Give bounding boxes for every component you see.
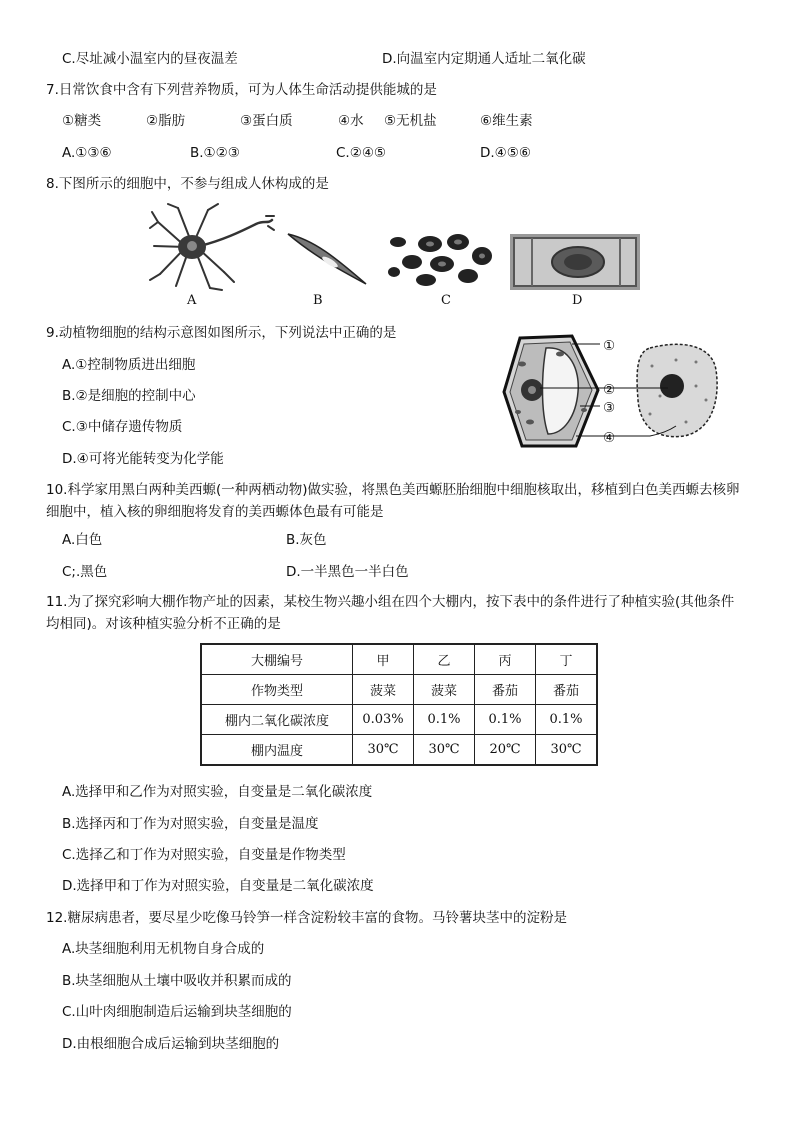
greenhouse-table — [200, 643, 598, 766]
q9-option-b: B.②是细胞的控制中心 — [62, 388, 196, 404]
table-cell: 作物类型 — [201, 675, 353, 705]
table-cell: 0.03% — [353, 705, 414, 735]
table-cell: 30℃ — [353, 735, 414, 766]
q9-marker-4: ④ — [603, 430, 616, 446]
q6-option-d: D.向温室内定期通人适址二氧化碳 — [382, 51, 586, 67]
q10-option-b: B.灰色 — [286, 532, 327, 548]
q9-option-a: A.①控制物质进出细胞 — [62, 357, 196, 373]
q11-stem: 11.为了探究彩响大棚作物产址的因素，某校生物兴趣小组在四个大棚内，按下表中的条件进行了种植实验(其他条件均相同)。对该种植实验分析不正确的是 — [46, 594, 735, 632]
table-cell: 20℃ — [475, 735, 536, 766]
q7-item-2: ②脂肪 — [146, 113, 186, 129]
table-cell: 菠菜 — [353, 675, 414, 705]
q8-label-a: A — [187, 293, 197, 308]
table-header-cell: 甲 — [353, 644, 414, 675]
q9-marker-3: ③ — [603, 400, 616, 416]
table-cell: 棚内二氧化碳浓度 — [201, 705, 353, 735]
q11-option-d: D.选择甲和丁作为对照实验，自变量是二氧化碳浓度 — [62, 878, 374, 894]
q7-item-6: ⑥维生素 — [480, 113, 533, 129]
q7-item-5: ⑤无机盐 — [384, 113, 437, 129]
table-cell: 菠菜 — [414, 675, 475, 705]
q12-option-b: B.块茎细胞从土壤中吸收并积累而成的 — [62, 973, 292, 989]
table-header-row — [201, 644, 597, 675]
plant-cell-image — [510, 234, 640, 290]
q12-stem: 12.糖尿病患者，要尽星少吃像马铃笋一样含淀粉较丰富的食物。马铃薯块茎中的淀粉是 — [46, 910, 567, 926]
table-cell: 30℃ — [536, 735, 598, 766]
q10-option-d: D.一半黑色一半白色 — [286, 564, 409, 580]
table-cell: 棚内温度 — [201, 735, 353, 766]
table-cell: 0.1% — [414, 705, 475, 735]
q10-option-c: C;.黑色 — [62, 564, 108, 580]
neuron-cell-image — [148, 202, 276, 292]
q9-option-c: C.③中储存遗传物质 — [62, 419, 183, 435]
q7-option-c: C.②④⑤ — [336, 145, 387, 161]
q9-marker-2: ② — [603, 382, 616, 398]
table-row — [201, 735, 597, 766]
q12-option-a: A.块茎细胞利用无机物自身合成的 — [62, 941, 265, 957]
q11-option-c: C.选择乙和丁作为对照实验，自变量是作物类型 — [62, 847, 346, 863]
q7-stem: 7.日常饮食中含有下列营养物质，可为人体生命活动提供能城的是 — [46, 82, 437, 98]
q9-stem: 9.动植物细胞的结构示意图如图所示，下列说法中正确的是 — [46, 325, 397, 341]
q10-option-a: A.白色 — [62, 532, 103, 548]
table-cell: 30℃ — [414, 735, 475, 766]
table-row — [201, 705, 597, 735]
q12-option-d: D.由根细胞合成后运输到块茎细胞的 — [62, 1036, 280, 1052]
table-cell: 0.1% — [536, 705, 598, 735]
q6-option-c: C.尽址减小温室内的昼夜温差 — [62, 51, 238, 67]
q11-option-a: A.选择甲和乙作为对照实验，自变量是二氧化碳浓度 — [62, 784, 373, 800]
table-header-cell: 丙 — [475, 644, 536, 675]
table-cell: 0.1% — [475, 705, 536, 735]
smooth-muscle-cell-image — [284, 228, 370, 288]
table-header-cell: 乙 — [414, 644, 475, 675]
q11-option-b: B.选择丙和丁作为对照实验，自变量是温度 — [62, 816, 319, 832]
q7-item-4: ④水 — [338, 113, 364, 129]
q7-option-d: D.④⑤⑥ — [480, 145, 531, 161]
table-header-cell: 大棚编号 — [201, 644, 353, 675]
q8-label-b: B — [313, 293, 323, 308]
q7-item-1: ①糖类 — [62, 113, 102, 129]
q7-option-b: B.①②③ — [190, 145, 240, 161]
table-cell: 番茄 — [475, 675, 536, 705]
table-cell: 番茄 — [536, 675, 598, 705]
q7-item-3: ③蛋白质 — [240, 113, 293, 129]
table-row — [201, 675, 597, 705]
q7-option-a: A.①③⑥ — [62, 145, 112, 161]
q10-stem: 10.科学家用黑白两种美西螈(一种两栖动物)做实验，将黑色美西螈胚胎细胞中细胞核取出，移植到白色美西螈去核卵细胞中，植入核的卵细胞将发育的美西螈体色最有可能是 — [46, 482, 740, 520]
red-blood-cells-image — [386, 232, 494, 290]
q12-option-c: C.山叶肉细胞制造后运输到块茎细胞的 — [62, 1004, 292, 1020]
q8-label-d: D — [572, 293, 583, 308]
q9-option-d: D.④可将光能转变为化学能 — [62, 451, 224, 467]
q8-label-c: C — [441, 293, 451, 308]
table-header-cell: 丁 — [536, 644, 598, 675]
q8-stem: 8.下图所示的细胞中，不参与组成人休构成的是 — [46, 176, 329, 192]
q9-marker-1: ① — [603, 338, 616, 354]
